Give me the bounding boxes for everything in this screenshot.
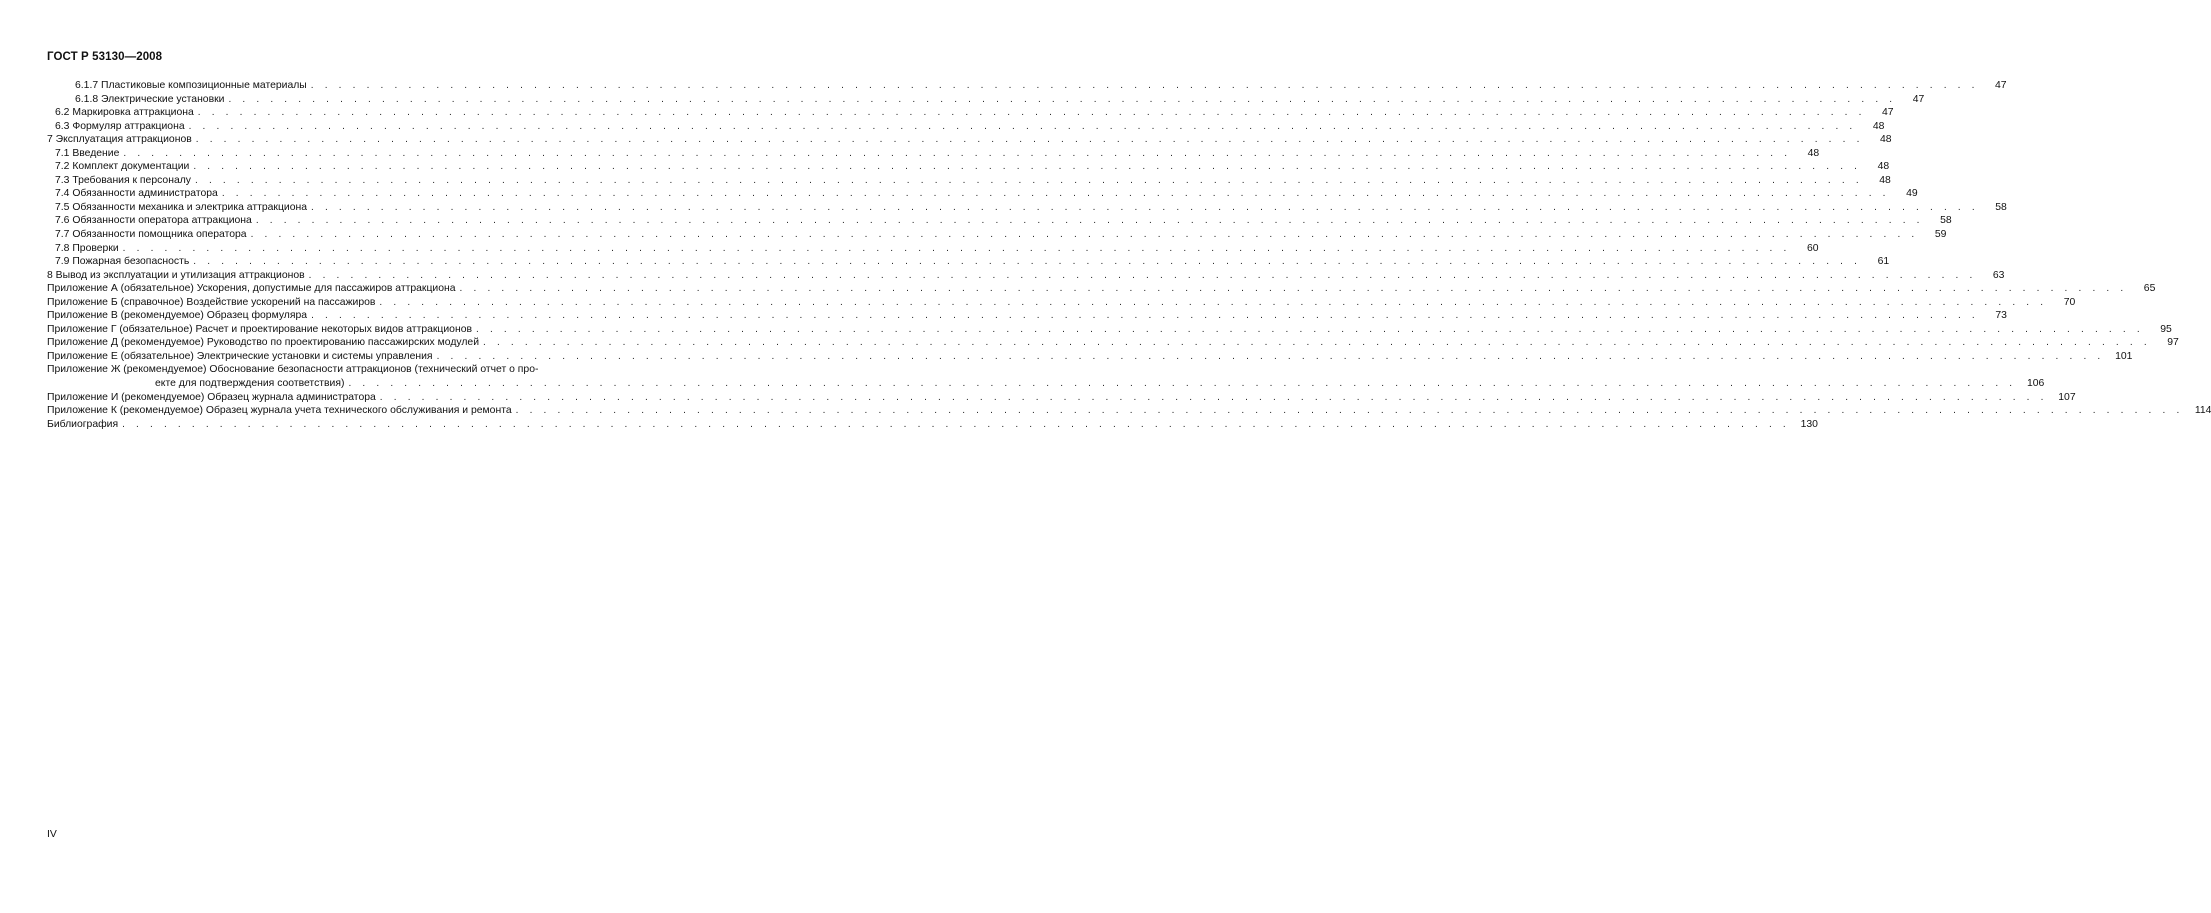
toc-entry[interactable]	[47, 242, 1819, 256]
toc-entry[interactable]	[47, 133, 1892, 147]
toc-entry[interactable]	[47, 269, 2005, 283]
document-header: ГОСТ Р 53130—2008	[47, 51, 163, 63]
toc-entry[interactable]	[47, 418, 1818, 432]
dot-leader: . . . . . . . . . . . . . . . . . . . . . . . . . . . . . . . . . . . . . . . . . . . . . . . . . . . . . . . . . . . . . . . . . . . . . . . . . . . . . . . . . . . . . . . . . . . . . . . . . . . . . . . . . . . . . . . . . . . . . . . .	[308, 269, 1977, 281]
dot-leader: . . . . . . . . . . . . . . . . . . . . . . . . . . . . . . . . . . . . . . . . . . . . . . . . . . . . . . . . . . . . . . . . . . . . . . . . . . . . . . . . . . . . . . . . . . . . . . . . . . . . . . . . . . . . . . . . . . . . . . . .	[311, 310, 1979, 322]
toc-page-number: 60	[1806, 242, 1819, 254]
toc-entry-label: Приложение Е (обязательное) Электрические установки и системы управления	[47, 350, 433, 362]
toc-entry[interactable]	[47, 363, 2045, 390]
toc-entry-label: 6.1.7 Пластиковые композиционные материалы	[75, 80, 307, 91]
toc-page-number: 47	[1912, 93, 1925, 105]
toc-entry[interactable]	[47, 201, 2007, 215]
toc-page-number: 107	[2058, 391, 2076, 403]
toc-entry[interactable]	[47, 106, 1894, 120]
toc-entry-label: Приложение И (рекомендуемое) Образец журнала администратора	[47, 391, 376, 403]
toc-entry-label: 7.3 Требования к персоналу	[55, 174, 191, 186]
toc-page-number: 101	[2115, 350, 2133, 362]
toc-page-number: 70	[2063, 296, 2076, 308]
toc-page-number: 97	[2167, 337, 2179, 349]
dot-leader: . . . . . . . . . . . . . . . . . . . . . . . . . . . . . . . . . . . . . . . . . . . . . . . . . . . . . . . . . . . . . . . . . . . . . . . . . . . . . . . . . . . . . . . . . . . . . . . . . . . . . . . . . . . . . . . . . . . . . . . .	[379, 296, 2048, 308]
toc-entry[interactable]	[47, 404, 2211, 418]
toc-entry[interactable]	[47, 323, 2172, 337]
toc-entry-label: Библиография	[47, 418, 119, 430]
dot-leader: . . . . . . . . . . . . . . . . . . . . . . . . . . . . . . . . . . . . . . . . . . . . . . . . . . . . . . . . . . . . . . . . . . . . . . . . . . . . . . . . . . . . . . . . . . . . . . . . . . . . . . . . . . . . . . . . . . . . . . . .	[221, 188, 1890, 200]
toc-page-number: 63	[1992, 269, 2005, 281]
toc-entry[interactable]	[47, 147, 1820, 161]
toc-entry[interactable]	[47, 174, 1891, 188]
toc-page-number: 61	[1877, 256, 1890, 268]
toc-entry-label: 7.5 Обязанности механика и электрика аттракциона	[55, 201, 308, 213]
dot-leader: . . . . . . . . . . . . . . . . . . . . . . . . . . . . . . . . . . . . . . . . . . . . . . . . . . . . . . . . . . . . . . . . . . . . . . . . . . . . . . . . . . . . . . . . . . . . . . . . . . . . . . . . . . . . . . . . . . . . . . . .	[197, 107, 1866, 119]
toc-entry-label: Приложение Ж (рекомендуемое) Обоснование безопасности аттракционов (технический отчет о про-	[47, 364, 539, 376]
toc-entry-label-continued: екте для подтверждения соответствия)	[155, 378, 345, 390]
dot-leader: . . . . . . . . . . . . . . . . . . . . . . . . . . . . . . . . . . . . . . . . . . . . . . . . . . . . . . . . . . . . . . . . . . . . . . . . . . . . . . . . . . . . . . . . . . . . . . . . . . . . . . . . . . . . . . . . . . . . . . . .	[195, 174, 1863, 186]
toc-entry-label: 7.2 Комплект документации	[55, 161, 190, 173]
dot-leader: . . . . . . . . . . . . . . . . . . . . . . . . . . . . . . . . . . . . . . . . . . . . . . . . . . . . . . . . . . . . . . . . . . . . . . . . . . . . . . . . . . . . . . . . . . . . . . . . . . . . . . . . . . . . . . . . . . . . . . . .	[122, 242, 1791, 254]
toc-entry-label: 8 Вывод из эксплуатации и утилизация аттракционов	[47, 269, 305, 281]
dot-leader: . . . . . . . . . . . . . . . . . . . . . . . . . . . . . . . . . . . . . . . . . . . . . . . . . . . . . . . . . . . . . . . . . . . . . . . . . . . . . . . . . . . . . . . . . . . . . . . . . . . . . . . . . . . . . . . . . . . . . . . .	[310, 80, 1979, 91]
dot-leader: . . . . . . . . . . . . . . . . . . . . . . . . . . . . . . . . . . . . . . . . . . . . . . . . . . . . . . . . . . . . . . . . . . . . . . . . . . . . . . . . . . . . . . . . . . . . . . . . . . . . . . . . . . . . . . . . . . . . . . . .	[515, 405, 2184, 417]
toc-page-number: 58	[1995, 201, 2007, 213]
toc-entry-label: 7 Эксплуатация аттракционов	[47, 134, 192, 146]
dot-leader: . . . . . . . . . . . . . . . . . . . . . . . . . . . . . . . . . . . . . . . . . . . . . . . . . . . . . . . . . . . . . . . . . . . . . . . . . . . . . . . . . . . . . . . . . . . . . . . . . . . . . . . . . . . . . . . . . . . . . . . .	[255, 215, 1924, 227]
toc-entry[interactable]	[47, 214, 1952, 228]
toc-entry[interactable]	[47, 350, 2133, 364]
toc-page-number: 95	[2160, 323, 2172, 335]
toc-entry[interactable]	[47, 160, 1890, 174]
dot-leader: . . . . . . . . . . . . . . . . . . . . . . . . . . . . . . . . . . . . . . . . . . . . . . . . . . . . . . . . . . . . . . . . . . . . . . . . . . . . . . . . . . . . . . . . . . . . . . . . . . . . . . . . . . . . . . . . . . . . . . . .	[122, 418, 1790, 430]
dot-leader: . . . . . . . . . . . . . . . . . . . . . . . . . . . . . . . . . . . . . . . . . . . . . . . . . . . . . . . . . . . . . . . . . . . . . . . . . . . . . . . . . . . . . . . . . . . . . . . . . . . . . . . . . . . . . . . . . . . . . . . .	[228, 93, 1897, 105]
toc-page-number: 48	[1872, 120, 1885, 132]
toc-entry-label: 7.4 Обязанности администратора	[55, 188, 218, 200]
toc-page-number: 48	[1880, 134, 1892, 146]
toc-entry[interactable]	[47, 336, 2179, 350]
toc-entry-label: 7.1 Введение	[55, 147, 120, 159]
toc-page-number: 48	[1877, 161, 1890, 173]
toc-page-number: 59	[1934, 229, 1947, 241]
toc-entry-label: Приложение А (обязательное) Ускорения, допустимые для пассажиров аттракциона	[47, 283, 456, 295]
toc-entry[interactable]	[47, 79, 2007, 93]
dot-leader: . . . . . . . . . . . . . . . . . . . . . . . . . . . . . . . . . . . . . . . . . . . . . . . . . . . . . . . . . . . . . . . . . . . . . . . . . . . . . . . . . . . . . . . . . . . . . . . . . . . . . . . . . . . . . . . . . . . . . . . .	[193, 161, 1862, 173]
toc-entry-label: Приложение Д (рекомендуемое) Руководство по проектированию пассажирских модулей	[47, 337, 479, 349]
toc-entry-label: 7.6 Обязанности оператора аттракциона	[55, 215, 252, 227]
toc-page-number: 47	[1995, 80, 2007, 91]
toc-entry-label: 7.9 Пожарная безопасность	[55, 256, 190, 268]
toc-page-number: 65	[2143, 283, 2156, 295]
toc-entry-label: Приложение В (рекомендуемое) Образец формуляра	[47, 310, 308, 322]
dot-leader: . . . . . . . . . . . . . . . . . . . . . . . . . . . . . . . . . . . . . . . . . . . . . . . . . . . . . . . . . . . . . . . . . . . . . . . . . . . . . . . . . . . . . . . . . . . . . . . . . . . . . . . . . . . . . . . . . . . . . . . .	[379, 391, 2048, 403]
toc-entry[interactable]	[47, 255, 1890, 269]
toc-entry[interactable]	[47, 93, 1925, 107]
toc-entry[interactable]	[47, 391, 2076, 405]
toc-page-number: 48	[1879, 174, 1891, 186]
dot-leader: . . . . . . . . . . . . . . . . . . . . . . . . . . . . . . . . . . . . . . . . . . . . . . . . . . . . . . . . . . . . . . . . . . . . . . . . . . . . . . . . . . . . . . . . . . . . . . . . . . . . . . . . . . . . . . . . . . . . . . . .	[459, 283, 2128, 295]
dot-leader: . . . . . . . . . . . . . . . . . . . . . . . . . . . . . . . . . . . . . . . . . . . . . . . . . . . . . . . . . . . . . . . . . . . . . . . . . . . . . . . . . . . . . . . . . . . . . . . . . . . . . . . . . . . . . . . . . . . . . . . .	[188, 120, 1857, 132]
toc-page-number: 114	[2194, 405, 2211, 417]
page-number: IV	[47, 829, 57, 840]
dot-leader: . . . . . . . . . . . . . . . . . . . . . . . . . . . . . . . . . . . . . . . . . . . . . . . . . . . . . . . . . . . . . . . . . . . . . . . . . . . . . . . . . . . . . . . . . . . . . . . . . . . . . . . . . . . . . . . . . . . . . . . .	[250, 229, 1919, 241]
toc-entry-label: Приложение Г (обязательное) Расчет и проектирование некоторых видов аттракционов	[47, 323, 472, 335]
toc-page-number: 48	[1807, 147, 1820, 159]
toc-entry[interactable]	[47, 296, 2076, 310]
dot-leader: . . . . . . . . . . . . . . . . . . . . . . . . . . . . . . . . . . . . . . . . . . . . . . . . . . . . . . . . . . . . . . . . . . . . . . . . . . . . . . . . . . . . . . . . . . . . . . . . . . . . . . . . . . . . . . . . . . . . . . . .	[476, 323, 2144, 335]
dot-leader: . . . . . . . . . . . . . . . . . . . . . . . . . . . . . . . . . . . . . . . . . . . . . . . . . . . . . . . . . . . . . . . . . . . . . . . . . . . . . . . . . . . . . . . . . . . . . . . . . . . . . . . . . . . . . . . . . . . . . . . .	[195, 134, 1864, 146]
toc-page-number: 58	[1940, 215, 1952, 227]
dot-leader: . . . . . . . . . . . . . . . . . . . . . . . . . . . . . . . . . . . . . . . . . . . . . . . . . . . . . . . . . . . . . . . . . . . . . . . . . . . . . . . . . . . . . . . . . . . . . . . . . . . . . . . . . . . . . . . . . . . . . . . .	[436, 350, 2105, 362]
dot-leader: . . . . . . . . . . . . . . . . . . . . . . . . . . . . . . . . . . . . . . . . . . . . . . . . . . . . . . . . . . . . . . . . . . . . . . . . . . . . . . . . . . . . . . . . . . . . . . . . . . . . . . . . . . . . . . . . . . . . . . . .	[123, 147, 1792, 159]
dot-leader: . . . . . . . . . . . . . . . . . . . . . . . . . . . . . . . . . . . . . . . . . . . . . . . . . . . . . . . . . . . . . . . . . . . . . . . . . . . . . . . . . . . . . . . . . . . . . . . . . . . . . . . . . . . . . . . . . . . . . . . .	[348, 378, 2017, 390]
toc-entry[interactable]	[47, 309, 2007, 323]
toc-page-number: 49	[1906, 188, 1918, 200]
toc-page-number: 106	[2026, 378, 2045, 390]
toc-page-number: 130	[1800, 418, 1818, 430]
toc-entry-label: 7.8 Проверки	[55, 242, 119, 254]
toc-entry-label: Приложение К (рекомендуемое) Образец журнала учета технического обслуживания и ремонта	[47, 405, 512, 417]
toc-entry[interactable]	[47, 187, 1918, 201]
toc-entry[interactable]	[47, 120, 1885, 134]
toc-entry-label: 6.3 Формуляр аттракциона	[55, 120, 185, 132]
toc-entry[interactable]	[47, 282, 2156, 296]
toc-entry-label: 6.2 Маркировка аттракциона	[55, 107, 194, 119]
dot-leader: . . . . . . . . . . . . . . . . . . . . . . . . . . . . . . . . . . . . . . . . . . . . . . . . . . . . . . . . . . . . . . . . . . . . . . . . . . . . . . . . . . . . . . . . . . . . . . . . . . . . . . . . . . . . . . . . . . . . . . . .	[193, 256, 1862, 268]
table-of-contents	[47, 79, 2211, 431]
toc-page-number: 73	[1995, 310, 2007, 322]
dot-leader: . . . . . . . . . . . . . . . . . . . . . . . . . . . . . . . . . . . . . . . . . . . . . . . . . . . . . . . . . . . . . . . . . . . . . . . . . . . . . . . . . . . . . . . . . . . . . . . . . . . . . . . . . . . . . . . . . . . . . . . .	[311, 201, 1979, 213]
dot-leader: . . . . . . . . . . . . . . . . . . . . . . . . . . . . . . . . . . . . . . . . . . . . . . . . . . . . . . . . . . . . . . . . . . . . . . . . . . . . . . . . . . . . . . . . . . . . . . . . . . . . . . . . . . . . . . . . . . . . . . . .	[483, 337, 2151, 349]
toc-entry-label: 6.1.8 Электрические установки	[75, 93, 225, 105]
toc-entry-label: Приложение Б (справочное) Воздействие ускорений на пассажиров	[47, 296, 376, 308]
toc-entry[interactable]	[47, 228, 1947, 242]
toc-page-number: 47	[1882, 107, 1894, 119]
toc-entry-label: 7.7 Обязанности помощника оператора	[55, 229, 247, 241]
